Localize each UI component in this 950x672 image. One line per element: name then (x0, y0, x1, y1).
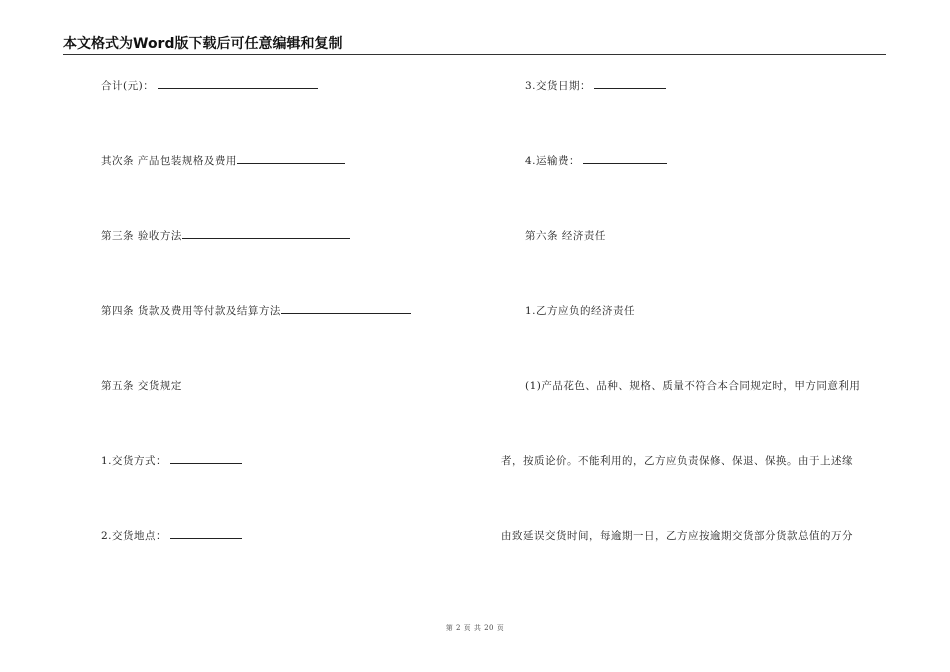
delivery-place-line (101, 529, 242, 543)
article4-blank (281, 304, 411, 314)
article5-heading: 第五条 交货规定 (101, 380, 182, 392)
delivery-date-line (525, 79, 666, 93)
freight-blank (583, 154, 667, 164)
liability-paragraph-line-1: (1)产品花色、品种、规格、质量不符合本合同规定时，甲方同意利用 (525, 380, 861, 392)
article3-label: 第三条 验收方法 (101, 230, 182, 242)
delivery-method-label: 1.交货方式： (101, 455, 168, 467)
delivery-date-blank (594, 79, 666, 89)
freight-line (525, 154, 667, 168)
article2-line (101, 154, 345, 168)
party-b-liability-heading: 1.乙方应负的经济责任 (525, 305, 636, 317)
delivery-date-label: 3.交货日期： (525, 80, 592, 92)
total-label: 合计(元)： (101, 80, 155, 92)
header-title: 本文格式为Word版下载后可任意编辑和复制 (63, 36, 343, 52)
article6-heading: 第六条 经济责任 (525, 230, 606, 242)
freight-label: 4.运输费： (525, 155, 581, 167)
delivery-method-blank (170, 454, 242, 464)
delivery-place-label: 2.交货地点： (101, 530, 168, 542)
article2-blank (237, 154, 345, 164)
article3-blank (182, 229, 350, 239)
article3-line (101, 229, 350, 243)
article4-line (101, 304, 411, 318)
article4-label: 第四条 货款及费用等付款及结算方法 (101, 305, 281, 317)
liability-paragraph-line-2: 者，按质论价。不能利用的，乙方应负责保修、保退、保换。由于上述缘 (501, 455, 853, 467)
total-blank (158, 79, 318, 89)
delivery-place-blank (170, 529, 242, 539)
total-line (101, 79, 318, 93)
article2-label: 其次条 产品包装规格及费用 (101, 155, 237, 167)
page-header (63, 34, 886, 55)
liability-paragraph-line-3: 由致延误交货时间，每逾期一日，乙方应按逾期交货部分货款总值的万分 (501, 530, 853, 542)
delivery-method-line (101, 454, 242, 468)
page-number-footer: 第 2 页 共 20 页 (445, 624, 505, 632)
